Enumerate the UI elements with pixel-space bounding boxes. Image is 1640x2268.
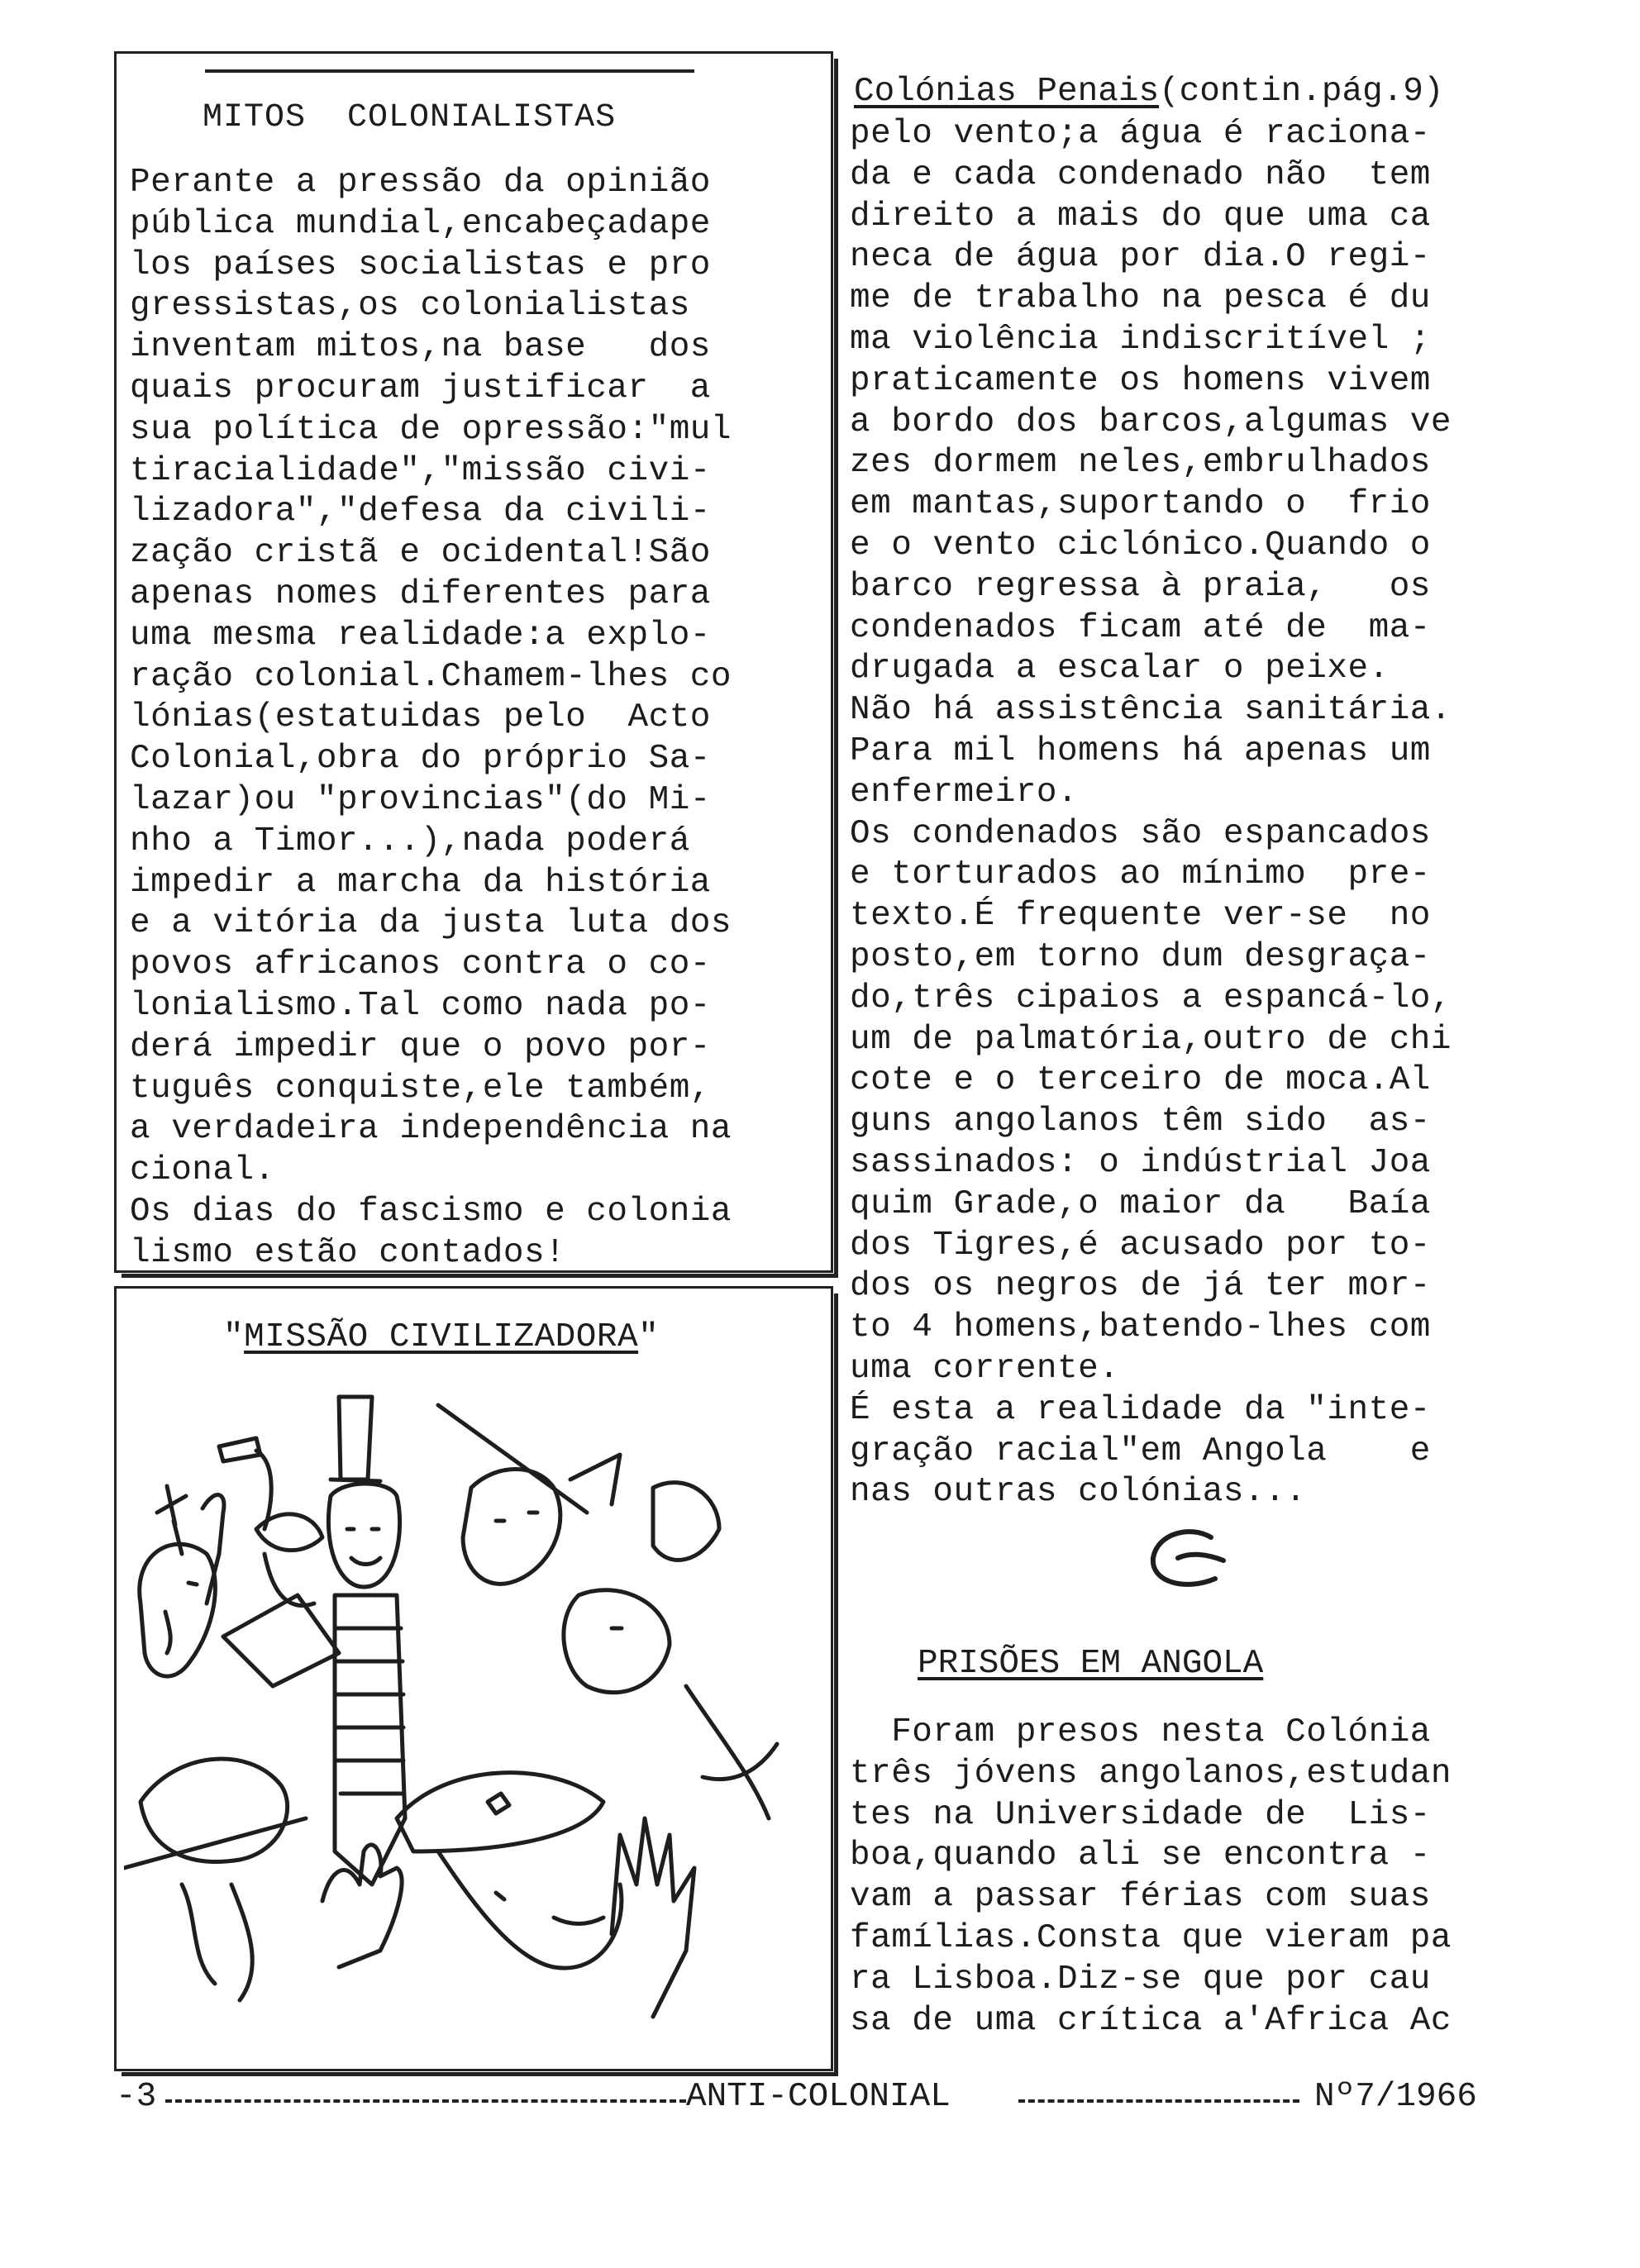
- text-line: enfermeiro.: [850, 773, 1079, 812]
- officer-cap: [397, 1773, 603, 1851]
- figure-right-3: [653, 1483, 719, 1560]
- prisoes-title: PRISÕES EM ANGOLA: [918, 1645, 1264, 1683]
- helmet-figure: [223, 1514, 339, 1686]
- continuation-note: (contin.pág.9): [1159, 73, 1444, 111]
- mitos-body: [130, 163, 732, 1275]
- title-rule: [205, 69, 694, 73]
- text-line: zação cristã e ocidental!São: [130, 534, 711, 573]
- text-line: direito a mais do que uma ca: [850, 197, 1431, 236]
- raised-arm-left: [203, 1495, 224, 1603]
- text-line: texto.É frequente ver-se no: [850, 897, 1431, 936]
- text-line: condenados ficam até de ma-: [850, 608, 1431, 647]
- page-footer: [116, 2078, 1538, 2119]
- text-line: Os dias do fascismo e colonia: [130, 1192, 732, 1231]
- text-line: quim Grade,o maior da Baía: [850, 1184, 1431, 1223]
- text-line: Para mil homens há apenas um: [850, 731, 1431, 770]
- text-line: Não há assistência sanitária.: [850, 691, 1452, 730]
- text-line: neca de água por dia.O regi-: [850, 238, 1431, 277]
- raised-hand-right: [612, 1818, 694, 2017]
- officer-face: [438, 1851, 622, 1968]
- text-line: apenas nomes diferentes para: [130, 574, 711, 613]
- text-line: gração racial"em Angola e: [850, 1432, 1431, 1470]
- text-line: Foram presos nesta Colónia: [850, 1713, 1431, 1751]
- text-line: da e cada condenado não tem: [850, 155, 1431, 194]
- text-line: e a vitória da justa luta dos: [130, 904, 732, 943]
- prisoes-body: [850, 1713, 1452, 2042]
- cartoon-title: [223, 1318, 659, 1356]
- crowd-line: [686, 1686, 777, 1818]
- text-line: ma violência indiscritível ;: [850, 320, 1431, 359]
- text-line: to 4 homens,batendo-lhes com: [850, 1308, 1431, 1347]
- text-line: nas outras colónias...: [850, 1473, 1307, 1512]
- text-line: zes dormem neles,embrulhados: [850, 444, 1431, 483]
- text-line: inventam mitos,na base dos: [130, 328, 711, 367]
- text-line: praticamente os homens vivem: [850, 361, 1431, 400]
- colonias-penais-heading: [854, 73, 1444, 111]
- text-line: derá impedir que o povo por-: [130, 1027, 711, 1066]
- cartoon-title-quote-close: ": [638, 1318, 660, 1356]
- text-line: sassinados: o indústrial Joa: [850, 1143, 1431, 1182]
- text-line: uma corrente.: [850, 1349, 1120, 1388]
- text-line: a bordo dos barcos,algumas ve: [850, 403, 1452, 441]
- text-line: barco regressa à praia, os: [850, 567, 1431, 606]
- text-line: e torturados ao mínimo pre-: [850, 855, 1431, 894]
- figure-right-1: [463, 1470, 560, 1584]
- text-line: lazar)ou "provincias"(do Mi-: [130, 780, 711, 819]
- footer-rule-right: [1018, 2099, 1299, 2103]
- text-line: guns angolanos têm sido as-: [850, 1103, 1431, 1141]
- colonias-penais-title: Colónias Penais: [854, 73, 1160, 111]
- publication-name: ANTI-COLONIAL: [686, 2078, 951, 2116]
- text-line: povos africanos contra o co-: [130, 946, 711, 984]
- figure-right-2: [564, 1590, 670, 1693]
- prisoner-body: [335, 1595, 405, 1884]
- text-line: pelo vento;a água é raciona-: [850, 115, 1431, 153]
- colonias-penais-body: [850, 114, 1452, 1513]
- hat-figure: [124, 1759, 306, 2000]
- text-line: tiracialidade","missão civi-: [130, 451, 711, 490]
- bound-prisoner: [328, 1484, 399, 1587]
- text-line: tes na Universidade de Lis-: [850, 1795, 1431, 1834]
- footer-rule-left: [165, 2099, 686, 2103]
- text-line: um de palmatória,outro de chi: [850, 1020, 1452, 1059]
- text-line: nho a Timor...),nada poderá: [130, 822, 690, 860]
- text-line: tuguês conquiste,ele também,: [130, 1069, 711, 1108]
- text-line: em mantas,suportando o frio: [850, 485, 1431, 524]
- text-line: lizadora","defesa da civili-: [130, 493, 711, 531]
- text-line: e o vento ciclónico.Quando o: [850, 526, 1431, 565]
- text-line: quais procuram justificar a: [130, 369, 711, 407]
- page-number: -3: [116, 2078, 157, 2116]
- text-line: dos Tigres,é acusado por to-: [850, 1226, 1431, 1265]
- text-line: Os condenados são espancados: [850, 814, 1431, 853]
- tall-hat: [331, 1397, 380, 1481]
- issue-number: Nº7/1966: [1314, 2078, 1477, 2116]
- text-line: cional.: [130, 1151, 275, 1190]
- text-line: Colonial,obra do próprio Sa-: [130, 740, 711, 779]
- text-line: ração colonial.Chamem-lhes co: [130, 657, 732, 696]
- text-line: drugada a escalar o peixe.: [850, 650, 1390, 688]
- text-line: três jóvens angolanos,estudan: [850, 1754, 1452, 1793]
- text-line: famílias.Consta que vieram pa: [850, 1918, 1452, 1957]
- text-line: gressistas,os colonialistas: [130, 287, 690, 326]
- text-line: posto,em torno dum desgraça-: [850, 937, 1431, 976]
- text-line: lonialismo.Tal como nada po-: [130, 986, 711, 1025]
- text-line: a verdadeira independência na: [130, 1110, 732, 1149]
- text-line: vam a passar férias com suas: [850, 1878, 1431, 1917]
- text-line: É esta a realidade da "inte-: [850, 1390, 1431, 1429]
- waving-hand: [322, 1845, 402, 1967]
- text-line: lónias(estatuidas pelo Acto: [130, 698, 711, 737]
- mitos-title: MITOS COLONIALISTAS: [203, 99, 617, 136]
- text-line: los países socialistas e pro: [130, 245, 711, 284]
- text-line: sua política de opressão:"mul: [130, 410, 732, 449]
- text-line: uma mesma realidade:a explo-: [130, 616, 711, 655]
- text-line: ra Lisboa.Diz-se que por cau: [850, 1960, 1431, 1999]
- text-line: dos os negros de já ter mor-: [850, 1267, 1431, 1306]
- raised-axe: [219, 1438, 271, 1529]
- shouting-face: [140, 1544, 216, 1676]
- text-line: me de trabalho na pesca é du: [850, 279, 1431, 318]
- cartoon-drawing: [124, 1389, 827, 2066]
- cartoon-title-text: MISSÃO CIVILIZADORA: [244, 1318, 639, 1356]
- text-line: Perante a pressão da opinião: [130, 164, 711, 202]
- section-ornament: [1141, 1521, 1240, 1595]
- text-line: do,três cipaios a espancá-lo,: [850, 979, 1452, 1017]
- text-line: lismo estão contados!: [130, 1233, 566, 1272]
- text-line: sa de uma crítica a'Africa Ac: [850, 2001, 1452, 2040]
- text-line: pública mundial,encabeçadape: [130, 204, 711, 243]
- spear: [438, 1405, 620, 1513]
- cartoon-title-quote-open: ": [223, 1318, 245, 1356]
- text-line: impedir a marcha da história: [130, 863, 711, 902]
- text-line: cote e o terceiro de moca.Al: [850, 1061, 1431, 1100]
- text-line: boa,quando ali se encontra -: [850, 1837, 1431, 1875]
